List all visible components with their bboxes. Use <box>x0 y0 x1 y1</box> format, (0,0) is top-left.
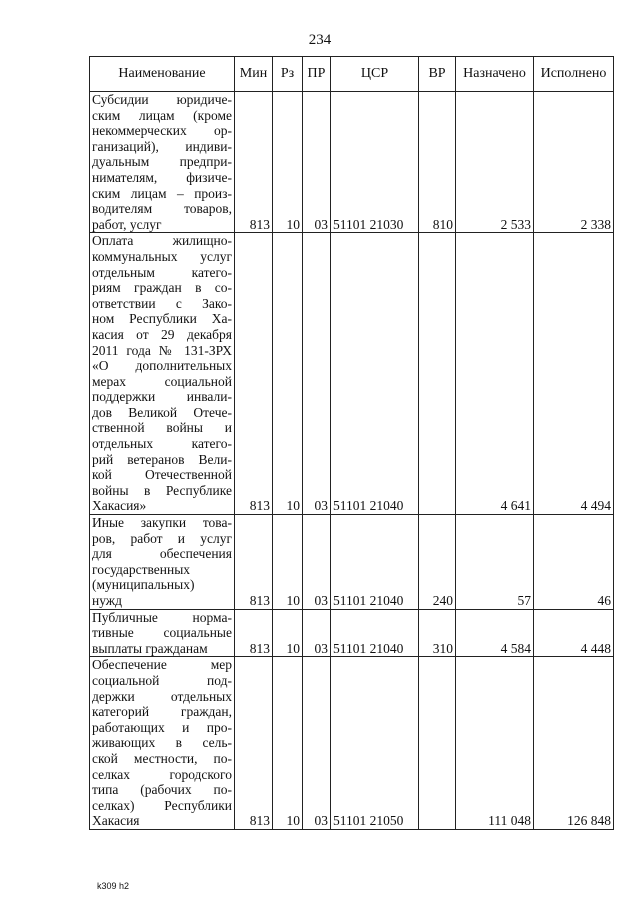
row-name-line: дуальным предпри- <box>92 154 232 170</box>
budget-table <box>89 56 614 830</box>
row-name-line: мерах социальной <box>92 373 232 389</box>
header-executed: Исполнено <box>534 57 614 92</box>
row-executed: 2 338 <box>534 92 614 233</box>
row-pr: 03 <box>303 657 331 830</box>
row-name-line: коммунальных услуг <box>92 248 232 264</box>
row-executed: 46 <box>534 515 614 610</box>
row-assigned: 2 533 <box>456 92 534 233</box>
row-min: 813 <box>235 92 273 233</box>
row-csr: 51101 21050 <box>331 657 419 830</box>
row-min: 813 <box>235 657 273 830</box>
row-name-line: касия от 29 декабря <box>92 326 232 342</box>
row-name-line: категорий граждан, <box>92 704 232 720</box>
row-assigned: 111 048 <box>456 657 534 830</box>
row-name-line: тивные социальные <box>92 625 232 641</box>
row-name-line: государственных <box>92 561 191 577</box>
row-name-line: работающих и про- <box>92 719 232 735</box>
row-rz: 10 <box>273 92 303 233</box>
row-name-line: Оплата жилищно- <box>92 233 232 249</box>
row-name-line: 2011 года № 131-ЗРХ <box>92 342 232 358</box>
row-name <box>90 609 235 657</box>
row-min: 813 <box>235 609 273 657</box>
row-name-line: Хакасия» <box>92 498 147 514</box>
row-vr <box>419 233 456 515</box>
row-name-line: живающих в сель- <box>92 735 232 751</box>
header-assigned: Назначено <box>456 57 534 92</box>
row-name <box>90 233 235 515</box>
row-name-line: ским лицам (кроме <box>92 107 232 123</box>
row-executed: 126 848 <box>534 657 614 830</box>
row-min: 813 <box>235 233 273 515</box>
row-name-line: селках) Республики <box>92 797 232 813</box>
row-pr: 03 <box>303 233 331 515</box>
row-name-line: отдельных катего- <box>92 436 232 452</box>
header-pr: ПР <box>303 57 331 92</box>
row-rz: 10 <box>273 609 303 657</box>
row-assigned: 4 584 <box>456 609 534 657</box>
row-pr: 03 <box>303 515 331 610</box>
row-name-line: «О дополнительных <box>92 358 232 374</box>
row-assigned: 57 <box>456 515 534 610</box>
row-name-line: типа (рабочих по- <box>92 782 232 798</box>
header-vr: ВР <box>419 57 456 92</box>
row-name-line: работ, услуг <box>92 216 162 232</box>
header-rz: Рз <box>273 57 303 92</box>
row-csr: 51101 21040 <box>331 233 419 515</box>
row-assigned: 4 641 <box>456 233 534 515</box>
row-vr <box>419 657 456 830</box>
table-row <box>90 609 614 657</box>
row-name <box>90 515 235 610</box>
row-name-line: ответствии с Зако- <box>92 295 232 311</box>
row-name-line: Обеспечение мер <box>92 657 232 673</box>
row-executed: 4 494 <box>534 233 614 515</box>
table-row <box>90 515 614 610</box>
row-rz: 10 <box>273 233 303 515</box>
row-name-line: кой Отечественной <box>92 467 232 483</box>
row-name-line: социальной под- <box>92 672 232 688</box>
row-name-line: выплаты гражданам <box>92 640 208 656</box>
row-min: 813 <box>235 515 273 610</box>
row-name-line: нужд <box>92 593 122 608</box>
row-vr: 310 <box>419 609 456 657</box>
row-csr: 51101 21040 <box>331 609 419 657</box>
row-name-line: для обеспечения <box>92 546 232 562</box>
row-name-line: ским лицам – произ- <box>92 185 232 201</box>
row-name-line: (муниципальных) <box>92 577 195 593</box>
table-row <box>90 657 614 830</box>
header-csr: ЦСР <box>331 57 419 92</box>
row-name <box>90 92 235 233</box>
row-csr: 51101 21040 <box>331 515 419 610</box>
row-executed: 4 448 <box>534 609 614 657</box>
row-name-line: отдельным катего- <box>92 264 232 280</box>
row-name <box>90 657 235 830</box>
row-rz: 10 <box>273 515 303 610</box>
row-name-line: поддержки инвали- <box>92 389 232 405</box>
page-number: 234 <box>308 32 332 48</box>
row-name-line: войны в Республике <box>92 482 232 498</box>
row-name-line: Иные закупки това- <box>92 515 232 531</box>
row-name-line: ственной войны и <box>92 420 232 436</box>
row-name-line: Субсидии юридиче- <box>92 92 232 107</box>
row-pr: 03 <box>303 92 331 233</box>
row-name-line: Хакасия <box>92 813 140 829</box>
row-name-line: риям граждан в со- <box>92 280 232 296</box>
row-vr: 240 <box>419 515 456 610</box>
row-pr: 03 <box>303 609 331 657</box>
footer-code: k309 h2 <box>97 881 130 891</box>
table-body <box>90 92 614 830</box>
row-name-line: ганизаций), индиви- <box>92 138 232 154</box>
row-name-line: некоммерческих ор- <box>92 123 232 139</box>
row-name-line: держки отдельных <box>92 688 232 704</box>
table-row <box>90 92 614 233</box>
row-csr: 51101 21030 <box>331 92 419 233</box>
row-name-line: дов Великой Отече- <box>92 404 232 420</box>
table-header-row <box>90 57 614 92</box>
row-name-line: ров, работ и услуг <box>92 530 232 546</box>
row-name-line: рий ветеранов Вели- <box>92 451 232 467</box>
header-name: Наименование <box>90 57 235 92</box>
row-name-line: водителям товаров, <box>92 201 232 217</box>
header-min: Мин <box>235 57 273 92</box>
row-vr: 810 <box>419 92 456 233</box>
row-rz: 10 <box>273 657 303 830</box>
row-name-line: ской местности, по- <box>92 750 232 766</box>
row-name-line: Публичные норма- <box>92 609 232 625</box>
row-name-line: нимателям, физиче- <box>92 169 232 185</box>
table-row <box>90 233 614 515</box>
row-name-line: селках городского <box>92 766 232 782</box>
row-name-line: ном Республики Ха- <box>92 311 232 327</box>
